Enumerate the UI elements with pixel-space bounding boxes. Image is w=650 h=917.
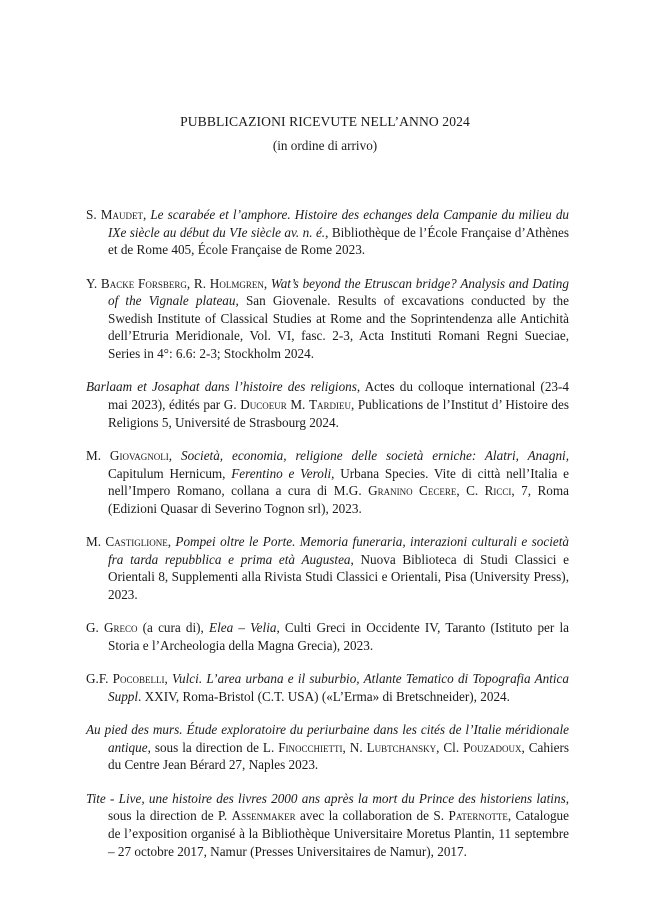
entry-editor: Tardieu — [308, 396, 351, 412]
publication-entry-7: G.F. Pocobelli, Vulci. L’area urbana e il suburbio, Atlante Tematico di Topografia Antica Suppl. XXIV, Roma-Bristol (C.T. USA) («L’Erma» di Bretschneider), 2024. — [86, 671, 569, 704]
entry-title: Wat’s beyond the Etruscan bridge? Analysis and Dating of the Vignale plateau — [108, 275, 569, 309]
entry-details: , San Giovenale. Results of excavations conducted by the Swedish Institute of Classical Studies at Rome and the Soprintendenza alle Antichità dell’Etruria Meridionale, Vol. VI, fasc. 2-3, Acta Instituti Romani Regni Sueciae, Series in 4°: 6.6: 2-3; Stockholm 2024. — [108, 293, 569, 361]
publication-entry-3 — [86, 378, 569, 431]
entry-details: (a cura di), — [137, 620, 210, 636]
entry-editor: Ducoeur — [240, 396, 287, 412]
publication-entry-4: M. Giovagnoli, Società, economia, religione delle società erniche: Alatri, Anagni, Capitulum Hernicum, Ferentino e Veroli, Urbana Species. Vite di città nell’Italia e nell’Impero Romano, collana a cura di M.G. Granino Cecere, C. Ricci, 7, Roma (Edizioni Quasar di Severino Tognon srl), 2023. — [86, 447, 570, 516]
entry-title: Elea – Velia — [209, 620, 277, 636]
entry-details: , Actes du colloque international (23-4 mai 2023), édités par G. — [108, 379, 569, 412]
page-subtitle: (in ordine di arrivo) — [272, 138, 378, 153]
entry-author: G. Greco — [86, 620, 138, 636]
entry-title: Società, economia, religione delle società erniche: Alatri, Anagni, — [180, 447, 570, 463]
entry-title: Ferentino e Veroli — [231, 465, 332, 481]
entry-details: , Catalogue de l’exposition organisé à la Bibliothèque Universitaire Moretus Plantin, 11 septembre – 27 octobre 2017, Namur (Presses Universitaires de Namur), 2017. — [108, 808, 569, 859]
entry-author: M. Castiglione — [86, 534, 168, 550]
entry-details: , sous la direction de P. — [108, 790, 569, 824]
entry-details: , Cahiers du Centre Jean Bérard 27, Naples 2023. — [108, 739, 569, 773]
entry-title: Tite - Live, une histoire des livres 2000 ans après la mort du Prince des historiens latins — [86, 790, 566, 806]
entry-details: , N. — [342, 739, 367, 755]
entry-details: , Urbana Species. Vite di città nell’Italia e nell’Impero Romano, collana a cura di M.G. — [108, 465, 569, 499]
publication-entry-9 — [86, 790, 569, 860]
entry-details: , 7, Roma (Edizioni Quasar di Severino Tognon srl), 2023. — [108, 483, 569, 516]
publication-entry-2: Y. Backe Forsberg, R. Holmgren, Wat’s beyond the Etruscan bridge? Analysis and Dating of the Vignale plateau, San Giovenale. Results of excavations conducted by the Swedish Institute of Classical Studies at Rome and the Soprintendenza alle Antichità dell’Etruria Meridionale, Vol. VI, fasc. 2-3, Acta Instituti Romani Regni Sueciae, Series in 4°: 6.6: 2-3; Stockholm 2024. — [86, 275, 569, 361]
entry-author: G.F. Pocobelli — [86, 671, 165, 687]
entry-details: avec la collaboration de S. — [295, 808, 449, 824]
entry-details: , Publications de l’Institut d’ Histoire des Religions 5, Université de Strasbourg 2024. — [108, 396, 569, 430]
entry-title: Barlaam et Josaphat dans l’histoire des religions — [86, 379, 357, 395]
entry-editor: Ricci — [484, 483, 512, 499]
entry-details: , Culti Greci in Occidente IV, Taranto (Istituto per la Storia e l’Archeologia della Magna Grecia), 2023. — [108, 620, 569, 653]
entry-details: , Cl. — [436, 739, 464, 755]
entry-details: . XXIV, Roma-Bristol (C.T. USA) («L’Erma» di Bretschneider), 2024. — [138, 688, 510, 704]
entry-editor: Pouzadoux — [463, 739, 522, 755]
entry-title: Au pied des murs. Étude exploratoire du periurbaine dans les cités de l’Italie méridionale antique — [86, 722, 569, 755]
entry-title: Vulci. L’area urbana e il suburbio, Atlante Tematico di Topografia Antica Suppl — [108, 671, 569, 704]
entry-title: Pompei oltre le Porte. Memoria funeraria, interazioni culturali e società fra tarda repubblica e prima età Augustea — [108, 534, 570, 567]
publication-entry-6 — [86, 619, 569, 654]
entry-editor: Finocchietti — [278, 739, 343, 755]
entry-editor: Lubtchansky — [366, 739, 437, 755]
publication-entry-8 — [86, 721, 569, 774]
entry-details: Bibliothèque de l’École Française d’Athènes et de Rome 405, École Française de Rome 2023. — [108, 224, 569, 258]
entry-details: M. — [286, 396, 309, 412]
entry-title: Le scarabée et l’amphore. Histoire des echanges dela Campanie du milieu du IXe siècle au début du VIe siècle av. n. é. — [108, 207, 570, 240]
entry-author: M. Giovagnoli — [86, 447, 169, 463]
entry-editor: Assenmaker — [231, 808, 296, 824]
publication-entry-5: M. Castiglione, Pompei oltre le Porte. Memoria funeraria, interazioni culturali e società fra tarda repubblica e prima età Augustea, Nuova Biblioteca di Studi Classici e Orientali 8, Supplementi alla Rivista Studi Classici e Orientali, Pisa (University Press), 2023. — [86, 534, 570, 602]
entry-details: Capitulum Hernicum, — [108, 465, 232, 481]
entry-details: , sous la direction de L. — [147, 739, 279, 755]
publication-list — [86, 206, 569, 876]
page-title: PUBBLICAZIONI RICEVUTE NELL’ANNO 2024 — [180, 114, 470, 129]
entry-details: , C. — [456, 483, 485, 499]
entry-author: Y. Backe Forsberg, R. Holmgren — [86, 275, 264, 291]
entry-details: , Nuova Biblioteca di Studi Classici e Orientali 8, Supplementi alla Rivista Studi Classici e Orientali, Pisa (University Press), 2023. — [108, 551, 569, 602]
entry-editor: Granino Cecere — [368, 483, 457, 499]
entry-author: S. Maudet — [86, 207, 143, 222]
entry-editor: Paternotte — [448, 808, 508, 824]
publication-entry-1: S. Maudet, Le scarabée et l’amphore. Histoire des echanges dela Campanie du milieu du IXe siècle au début du VIe siècle av. n. é., Bibliothèque de l’École Française d’Athènes et de Rome 405, École Française de Rome 2023. — [86, 207, 570, 258]
